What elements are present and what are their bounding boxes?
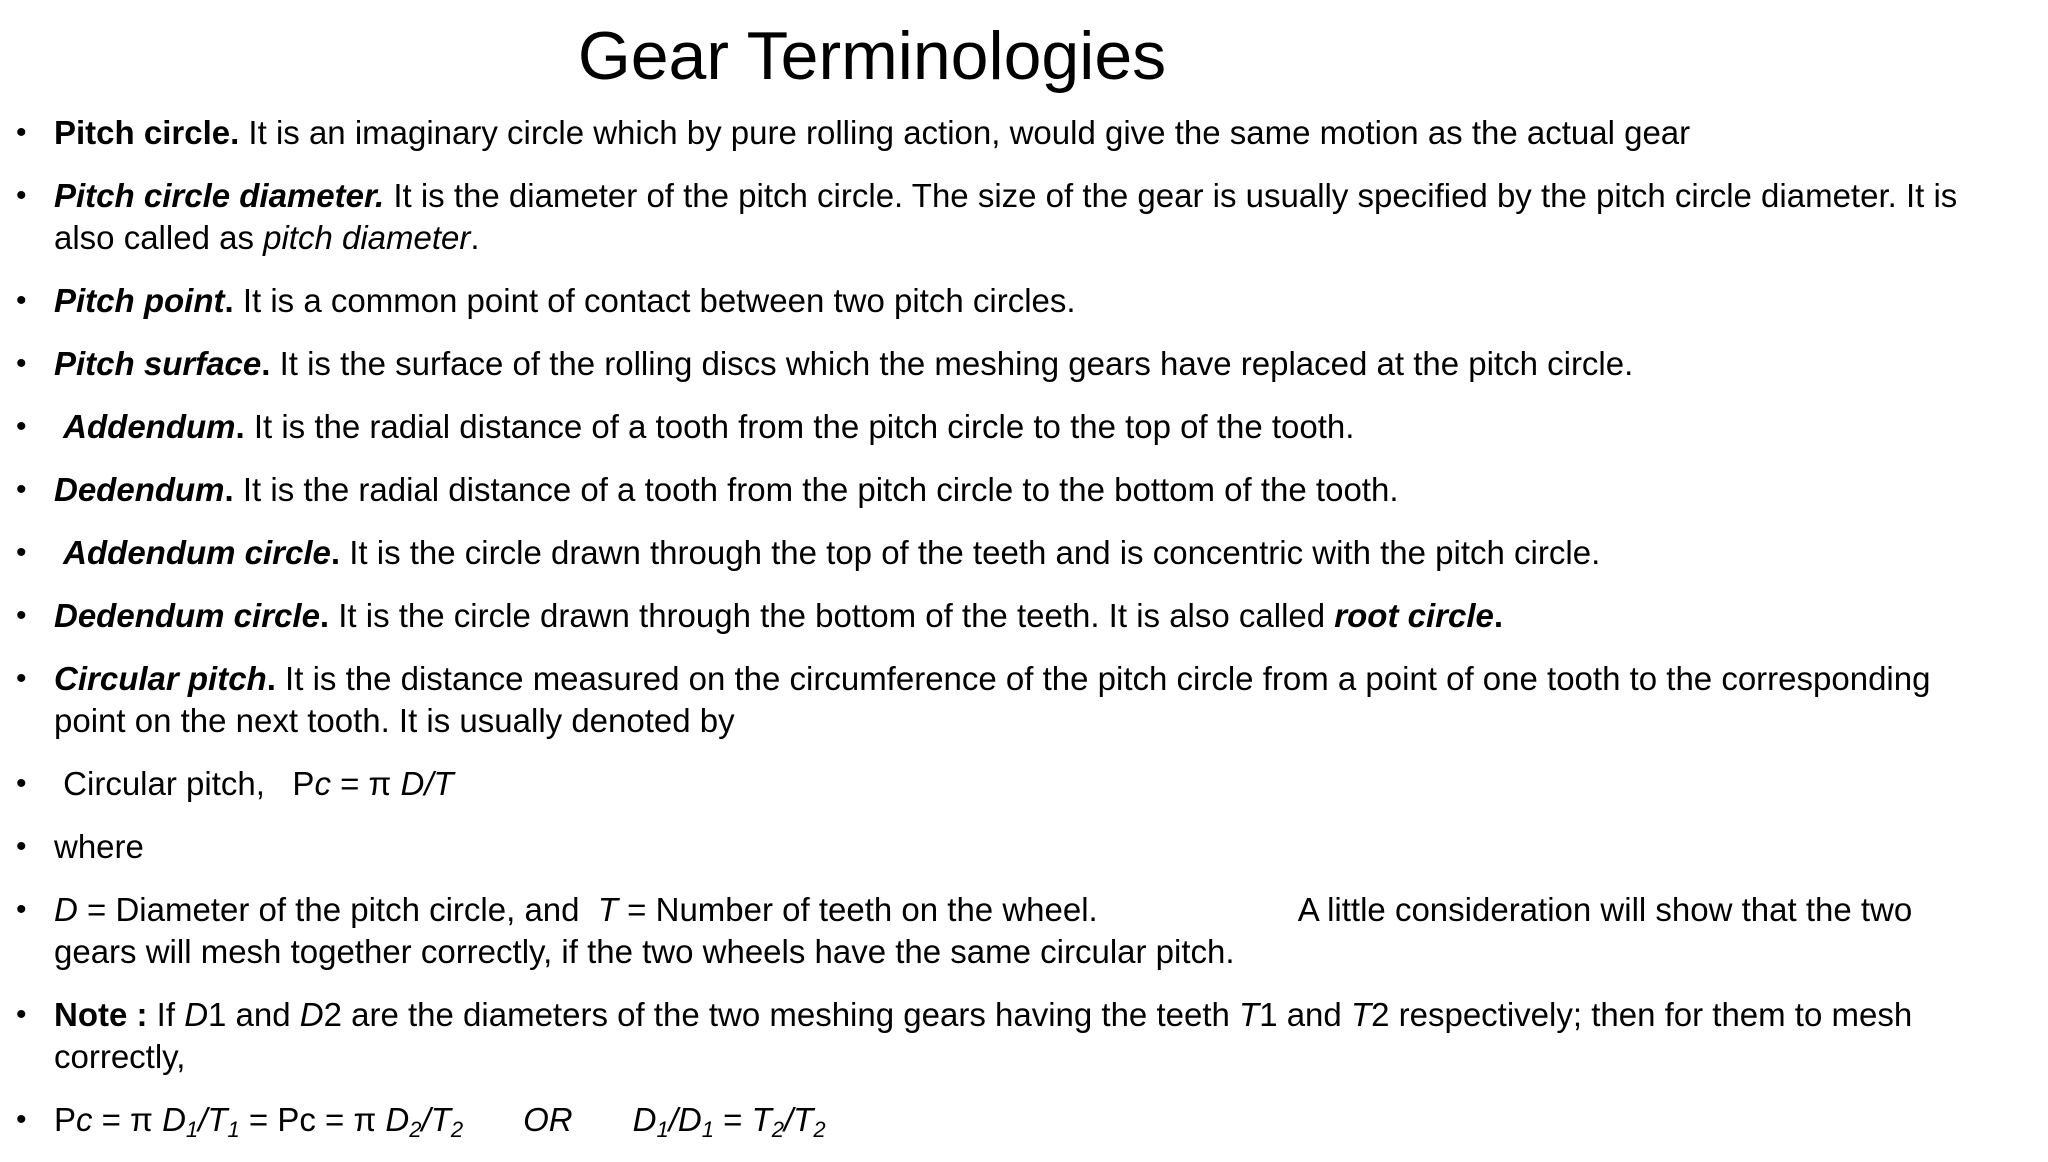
bullet-icon: • — [16, 830, 27, 863]
list-item — [0, 343, 2000, 385]
list-item — [0, 469, 2000, 511]
punct: . — [1493, 597, 1504, 634]
definition: It is the circle drawn through the top of the teeth and is concentric with the pitch circle. — [340, 534, 1601, 571]
continuation: A little consideration will show that the two gears will mesh together correctly, if the two wheels have the same circular pitch. — [54, 891, 1913, 970]
punct: . — [470, 219, 480, 256]
italic-term: pitch diameter — [263, 219, 471, 256]
bullet-icon: • — [16, 536, 27, 569]
term: Circular pitch — [54, 660, 267, 697]
punct: . — [319, 597, 330, 634]
definition: It is the radial distance of a tooth from the pitch circle to the bottom of the tooth. — [233, 471, 1399, 508]
term: Pitch point — [54, 282, 225, 319]
list-item — [0, 595, 2000, 637]
var-d: D — [54, 891, 78, 928]
bullet-icon: • — [16, 1103, 27, 1136]
note-text: 2 respectively; then for them to mesh correctly, — [54, 996, 1913, 1075]
or-text: OR — [523, 1101, 573, 1138]
note-text: 1 and — [1259, 996, 1351, 1033]
list-item — [0, 658, 2000, 742]
var-d1: D — [184, 996, 209, 1033]
list-item — [0, 826, 2000, 868]
list-item — [0, 1099, 2000, 1141]
definition: It is the radial distance of a tooth from the pitch circle to the top of the tooth. — [244, 408, 1355, 445]
term: Dedendum — [54, 471, 225, 508]
bullet-icon: • — [16, 998, 27, 1031]
punct: . — [224, 471, 234, 508]
definition: It is the surface of the rolling discs which the meshing gears have replaced at the pitch circle. — [270, 345, 1634, 382]
note-text: If — [147, 996, 185, 1033]
definition: It is a common point of contact between two pitch circles. — [233, 282, 1076, 319]
formula-dt: D/T — [400, 765, 454, 802]
note-text: 2 are the diameters of the two meshing gears having the teeth — [323, 996, 1240, 1033]
list-item — [0, 112, 2000, 154]
bullet-icon: • — [16, 473, 27, 506]
definition: It is the distance measured on the circumference of the pitch circle from a point of one tooth to the corresponding point on the next tooth. It is usually denoted by — [54, 660, 1931, 739]
var-t1: T — [1239, 996, 1260, 1033]
bullet-icon: • — [16, 662, 27, 695]
bullet-icon: • — [16, 767, 27, 800]
var-t2: T — [1350, 996, 1372, 1033]
punct: . — [235, 408, 245, 445]
bullet-icon: • — [16, 347, 27, 380]
formula-label: Circular pitch, — [63, 765, 265, 802]
var-d2: D — [299, 996, 324, 1033]
bullet-icon: • — [16, 410, 27, 443]
var-t: T — [597, 891, 619, 928]
definition: It is the circle drawn through the bottom of the teeth. It is also called — [329, 597, 1335, 634]
formula-eq: = π — [330, 765, 401, 802]
t-definition: = Number of teeth on the wheel. — [618, 891, 1098, 928]
term: Addendum circle — [63, 534, 331, 571]
punct: . — [266, 660, 276, 697]
bullet-icon: • — [16, 284, 27, 317]
bullet-icon: • — [16, 116, 27, 149]
bullet-icon: • — [16, 893, 27, 926]
term: Dedendum circle — [54, 597, 320, 634]
punct: . — [330, 534, 341, 571]
formula: Pc = π D/T — [292, 765, 454, 802]
list-item — [0, 994, 2000, 1078]
note-label: Note : — [54, 996, 148, 1033]
where-text: where — [54, 828, 144, 865]
list-item — [0, 280, 2000, 322]
equation: Pc = π $D_1/T_1 = Pc = \pi$ $D_2/T_2$ OR $D_1/D_1 = T_2/T_2$ — [54, 1101, 826, 1142]
note-text: 1 and — [208, 996, 300, 1033]
d-definition: = Diameter of the pitch circle, and — [77, 891, 589, 928]
bullet-list — [0, 112, 2000, 1162]
punct: . — [224, 282, 234, 319]
list-item — [0, 175, 2000, 259]
term: Addendum — [63, 408, 236, 445]
punct: . — [261, 345, 271, 382]
term: Pitch circle diameter. — [54, 177, 385, 214]
term: Pitch circle. — [54, 114, 240, 151]
list-item — [0, 406, 2000, 448]
list-item — [0, 532, 2000, 574]
slide-title: Gear Terminologies — [577, 18, 1167, 94]
term: Pitch surface — [54, 345, 262, 382]
list-item — [0, 763, 2000, 805]
definition: It is an imaginary circle which by pure rolling action, would give the same motion as the actual gear — [239, 114, 1691, 151]
bullet-icon: • — [16, 599, 27, 632]
definition: It is the diameter of the pitch circle. The size of the gear is usually specified by the pitch circle diameter. It is also called as — [54, 177, 1958, 256]
bullet-icon: • — [16, 179, 27, 212]
bold-term: root circle — [1334, 597, 1494, 634]
list-item — [0, 889, 2000, 973]
